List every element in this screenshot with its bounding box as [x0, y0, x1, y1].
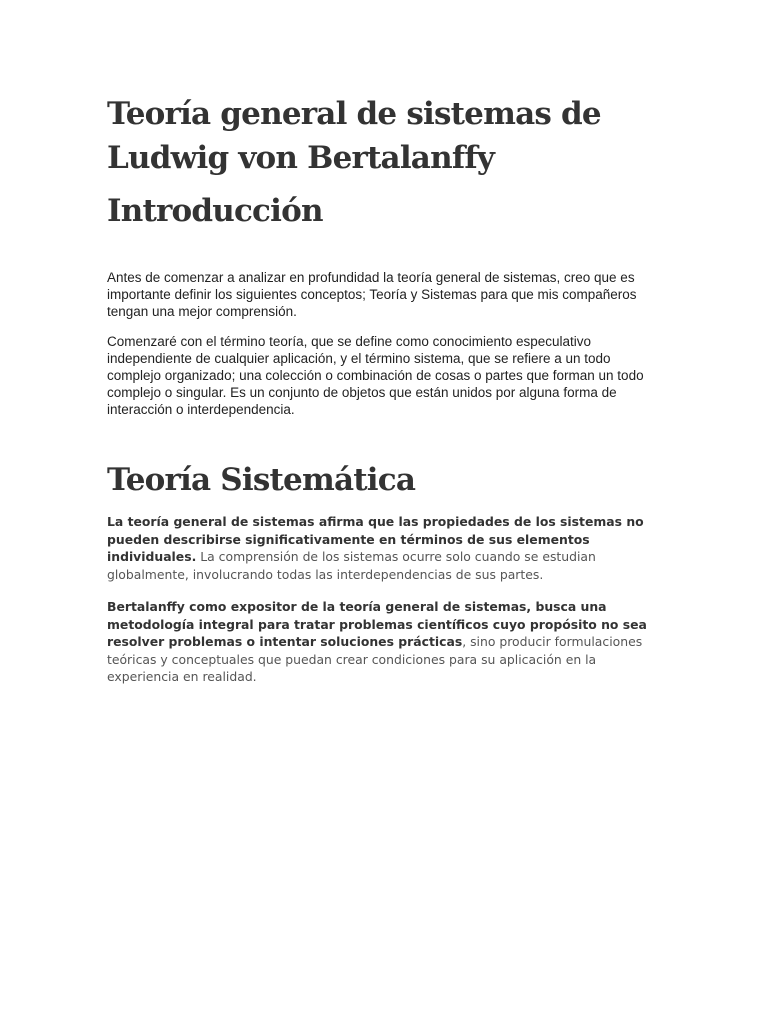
intro-paragraph-2: Comenzaré con el término teoría, que se define como conocimiento especulativo independiente de cualquier aplicación, y el término sistema, que se refiere a un todo complejo organizado; una colección o combinación de cosas o partes que forman un todo complejo o singular. Es un conjunto de objetos que están unidos por alguna forma de interacción o interdependencia.	[107, 334, 644, 417]
sistematica-paragraph-2-rest: , sino producir formulaciones teóricas y conceptuales que puedan crear condiciones para su aplicación en la experiencia en realidad.	[107, 634, 643, 684]
intro-paragraph-1: Antes de comenzar a analizar en profundidad la teoría general de sistemas, creo que es importante definir los siguientes conceptos; Teoría y Sistemas para que mis compañeros tengan una mejor comprensión.	[107, 270, 637, 319]
heading-teoria-sistematica: Teoría Sistemática	[107, 462, 416, 498]
sistematica-paragraph-2-bold: Bertalanffy como expositor de la teoría general de sistemas, busca una metodología integral para tratar problemas científicos cuyo propósito no sea resolver problemas o intentar soluciones prácticas	[107, 599, 647, 649]
sistematica-paragraph-2	[107, 598, 662, 686]
document-title: Teoría general de sistemas de Ludwig von Bertalanffy	[107, 96, 601, 176]
sistematica-paragraph-1-rest: La comprensión de los sistemas ocurre solo cuando se estudian globalmente, involucrando todas las interdependencias de sus partes.	[107, 549, 596, 582]
sistematica-paragraph-1	[107, 513, 662, 583]
heading-introduccion: Introducción	[107, 193, 323, 229]
sistematica-paragraph-1-bold: La teoría general de sistemas afirma que las propiedades de los sistemas no pueden describirse significativamente en términos de sus elementos individuales.	[107, 514, 644, 564]
